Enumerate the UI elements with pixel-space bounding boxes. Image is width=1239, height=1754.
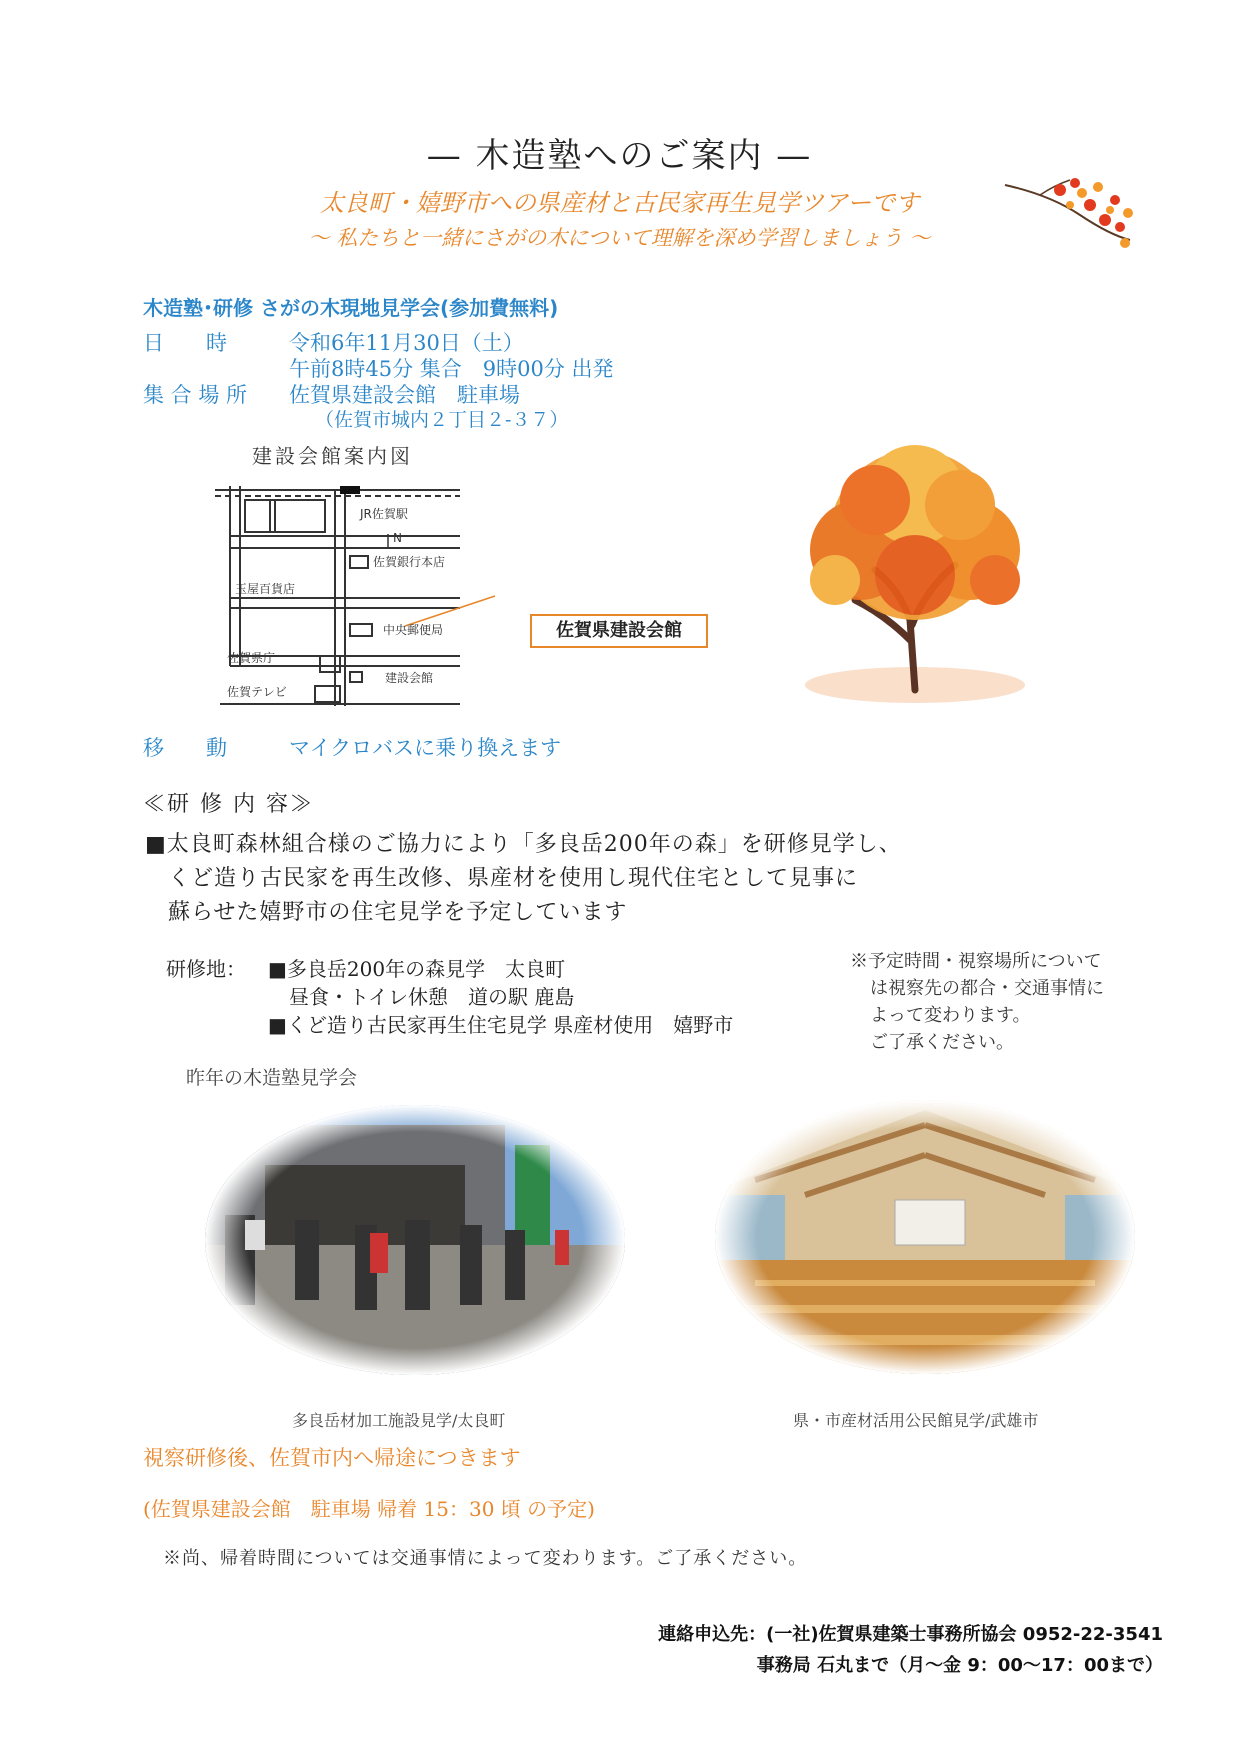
map-label-post: 中央郵便局 [383, 623, 444, 637]
map-callout: 佐賀県建設会館 [530, 614, 708, 648]
content-heading: ≪研 修 内 容≫ [143, 792, 314, 817]
date-label: 日 時 [143, 331, 227, 355]
address: （佐賀市城内２丁目２-３７） [315, 409, 569, 431]
caption-right: 県・市産材活用公民館見学/武雄市 [793, 1411, 1039, 1430]
access-map [215, 476, 715, 716]
map-label-dept: 玉屋百貨店 [235, 582, 296, 596]
map-label-bank: 佐賀銀行本店 [373, 555, 446, 569]
return-line-1: 視察研修後、佐賀市内へ帰途につきます [143, 1446, 521, 1470]
place-value: 佐賀県建設会館 駐車場 [289, 383, 520, 407]
move-value: マイクロバスに乗り換えます [289, 736, 562, 760]
maple-branch-icon [1000, 165, 1140, 255]
return-line-2: (佐賀県建設会館 駐車場 帰着 15：30 頃 の予定) [143, 1497, 595, 1521]
time-value: 午前8時45分 集合 9時00分 出発 [289, 357, 614, 381]
photo-lumber-facility [205, 1105, 625, 1375]
schedule-item-2: 昼食・トイレ休憩 道の駅 鹿島 [289, 985, 575, 1009]
date-value: 令和6年11月30日（土） [289, 331, 524, 355]
tagline: ～ 私たちと一緒にさがの木について理解を深め学習しましょう ～ [308, 226, 931, 250]
autumn-tree-icon [765, 440, 1065, 710]
schedule-note-2: は視察先の都合・交通事情に [870, 978, 1104, 999]
move-row [143, 732, 561, 762]
page-title: — 木造塾へのご案内 — [426, 136, 813, 176]
schedule-item-1: ■多良岳200年の森見学 太良町 [268, 957, 566, 981]
caption-left: 多良岳材加工施設見学/太良町 [292, 1411, 506, 1430]
map-label-tv: 佐賀テレビ [227, 685, 287, 699]
map-title: 建設会館案内図 [252, 444, 413, 468]
contact-line-2: 事務局 石丸まで（月～金 9：00～17：00まで） [756, 1655, 1163, 1676]
photo-community-hall [715, 1100, 1135, 1375]
map-label-pref: 佐賀県庁 [227, 651, 276, 665]
place-label: 集 合 場 所 [143, 383, 248, 407]
return-note: ※尚、帰着時間については交通事情によって変わります。ご了承ください。 [163, 1548, 808, 1569]
schedule-note-4: ご了承ください。 [870, 1032, 1014, 1053]
map-label-north: N [393, 531, 402, 545]
event-heading: 木造塾･研修 さがの木現地見学会(参加費無料) [143, 296, 559, 320]
schedule-item-3: ■くど造り古民家再生住宅見学 県産材使用 嬉野市 [268, 1013, 734, 1037]
content-line-3: 蘇らせた嬉野市の住宅見学を予定しています [168, 900, 628, 925]
photos-heading: 昨年の木造塾見学会 [186, 1067, 358, 1089]
map-label-hall: 建設会館 [385, 671, 434, 685]
schedule-label: 研修地： [166, 957, 246, 981]
move-label: 移 動 [143, 736, 227, 760]
contact-line-1: 連絡申込先：(一社)佐賀県建築士事務所協会 0952-22-3541 [658, 1624, 1163, 1645]
content-line-1: ■太良町森林組合様のご協力により「多良岳200年の森」を研修見学し、 [145, 832, 902, 857]
map-label-station: JR佐賀駅 [360, 507, 408, 521]
subtitle: 太良町・嬉野市への県産材と古民家再生見学ツアーです [319, 189, 920, 217]
content-line-2: くど造り古民家を再生改修、県産材を使用し現代住宅として見事に [168, 866, 859, 891]
schedule-note-1: ※予定時間・視察場所について [850, 951, 1102, 972]
schedule-note-3: よって変わります。 [870, 1005, 1031, 1026]
